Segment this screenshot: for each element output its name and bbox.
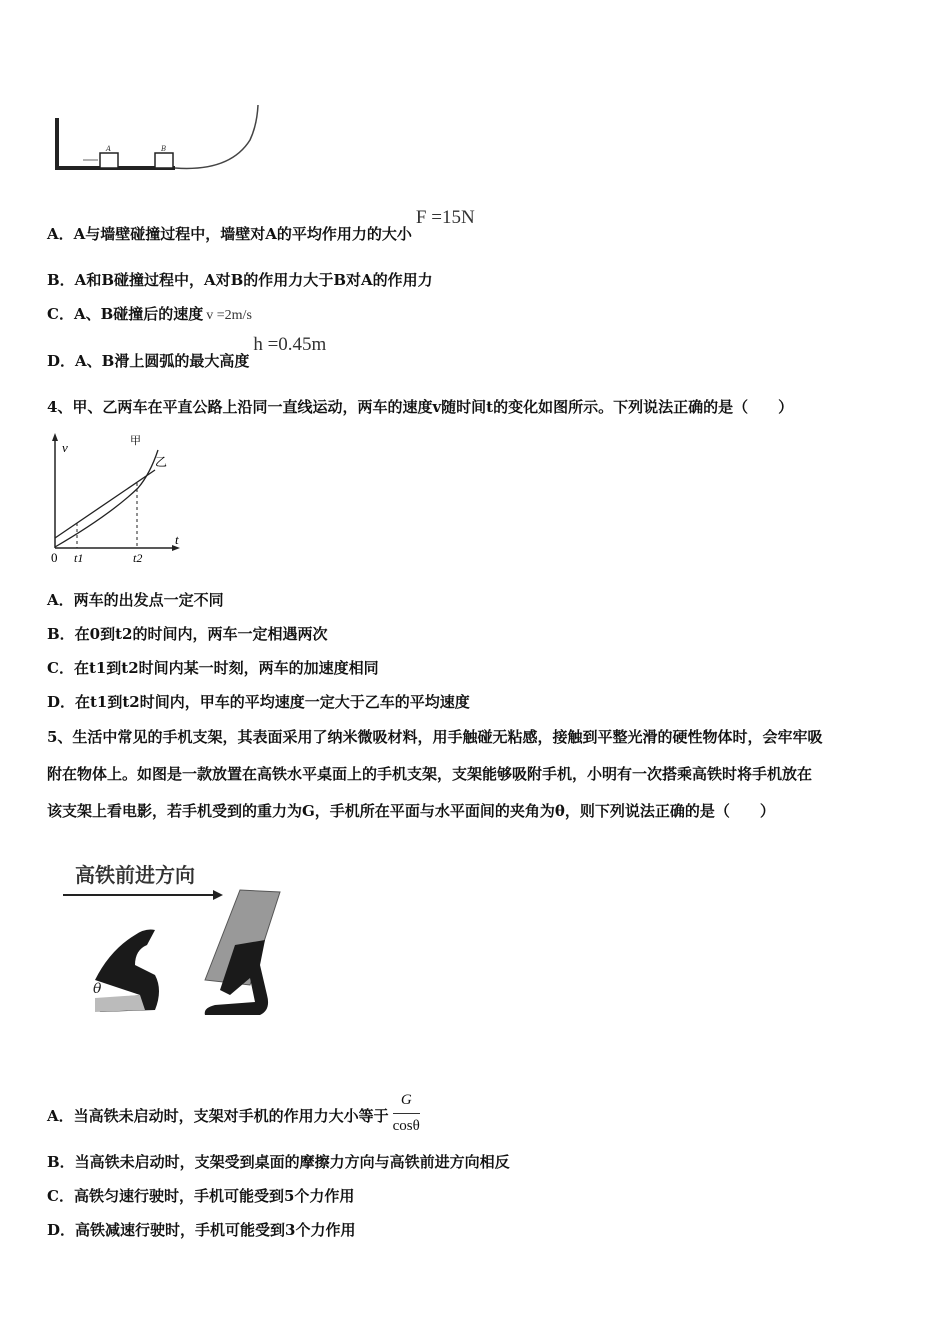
tick-t2: t2 — [133, 551, 143, 565]
q3-option-d — [47, 334, 327, 371]
q5-option-b: B．当高铁未启动时，支架受到桌面的摩擦力方向与高铁前进方向相反 — [47, 1153, 510, 1171]
velocity-time-graph — [40, 430, 200, 565]
q5-stem-line-1: 5、生活中常见的手机支架，其表面采用了纳米微吸材料，用手触碰无粘感，接触到平整光滑的硬性物体时，会牢牢吸 — [47, 728, 823, 746]
q4-option-b: B．在0到t2的时间内，两车一定相遇两次 — [47, 625, 328, 643]
origin-label: 0 — [51, 550, 58, 565]
q4-option-a: A．两车的出发点一定不同 — [47, 591, 224, 609]
curve-label-yi: 乙 — [155, 455, 168, 469]
q3-option-c — [47, 304, 252, 326]
option-text: A．A与墙壁碰撞过程中，墙壁对A的平均作用力的大小 — [47, 225, 412, 243]
direction-label: 高铁前进方向 — [75, 863, 195, 887]
fraction-g-over-cos-theta — [393, 1090, 420, 1136]
q5-option-a — [47, 1094, 420, 1140]
axis-label-t: t — [175, 532, 179, 547]
option-math: F =15N — [415, 207, 475, 228]
option-text: A．当高铁未启动时，支架对手机的作用力大小等于 — [47, 1107, 389, 1125]
option-math: h =0.45m — [253, 334, 327, 355]
curve-jia — [55, 450, 158, 547]
option-text: D．A、B滑上圆弧的最大高度 — [47, 352, 250, 370]
numerator: G — [393, 1090, 420, 1114]
tick-t1: t1 — [74, 551, 84, 565]
q4-option-d: D．在t1到t2时间内，甲车的平均速度一定大于乙车的平均速度 — [47, 693, 470, 711]
axis-label-v: v — [62, 440, 68, 455]
phone-stand-figure — [55, 850, 295, 1025]
q3-option-a — [47, 207, 475, 244]
q4-option-c: C．在t1到t2时间内某一时刻，两车的加速度相同 — [47, 659, 379, 677]
label-b: B — [161, 145, 167, 153]
q5-stem-line-3: 该支架上看电影，若手机受到的重力为G，手机所在平面与水平面间的夹角为θ，则下列说法正确的是（ ） — [47, 802, 775, 820]
denominator: cosθ — [392, 1118, 420, 1134]
q5-option-d: D．高铁减速行驶时，手机可能受到3个力作用 — [47, 1221, 356, 1239]
label-a: A — [106, 145, 112, 153]
block-b — [155, 153, 173, 168]
q5-stem-line-2: 附在物体上。如图是一款放置在高铁水平桌面上的手机支架，支架能够吸附手机，小明有一次搭乘高铁时将手机放在 — [47, 765, 813, 783]
curve-label-jia: 甲 — [130, 435, 141, 447]
curve-yi — [55, 470, 155, 538]
option-math: v =2m/s — [206, 308, 252, 323]
q3-option-b: B．A和B碰撞过程中，A对B的作用力大于B对A的作用力 — [47, 271, 433, 289]
q4-stem: 4、甲、乙两车在平直公路上沿同一直线运动，两车的速度v随时间t的变化如图所示。下列说法正确的是（ ） — [47, 398, 794, 416]
angle-label: θ — [93, 981, 102, 997]
option-text: C．A、B碰撞后的速度 — [47, 305, 204, 323]
q5-option-c: C．高铁匀速行驶时，手机可能受到5个力作用 — [47, 1187, 355, 1205]
block-a — [100, 153, 118, 168]
track-diagram — [50, 100, 260, 175]
